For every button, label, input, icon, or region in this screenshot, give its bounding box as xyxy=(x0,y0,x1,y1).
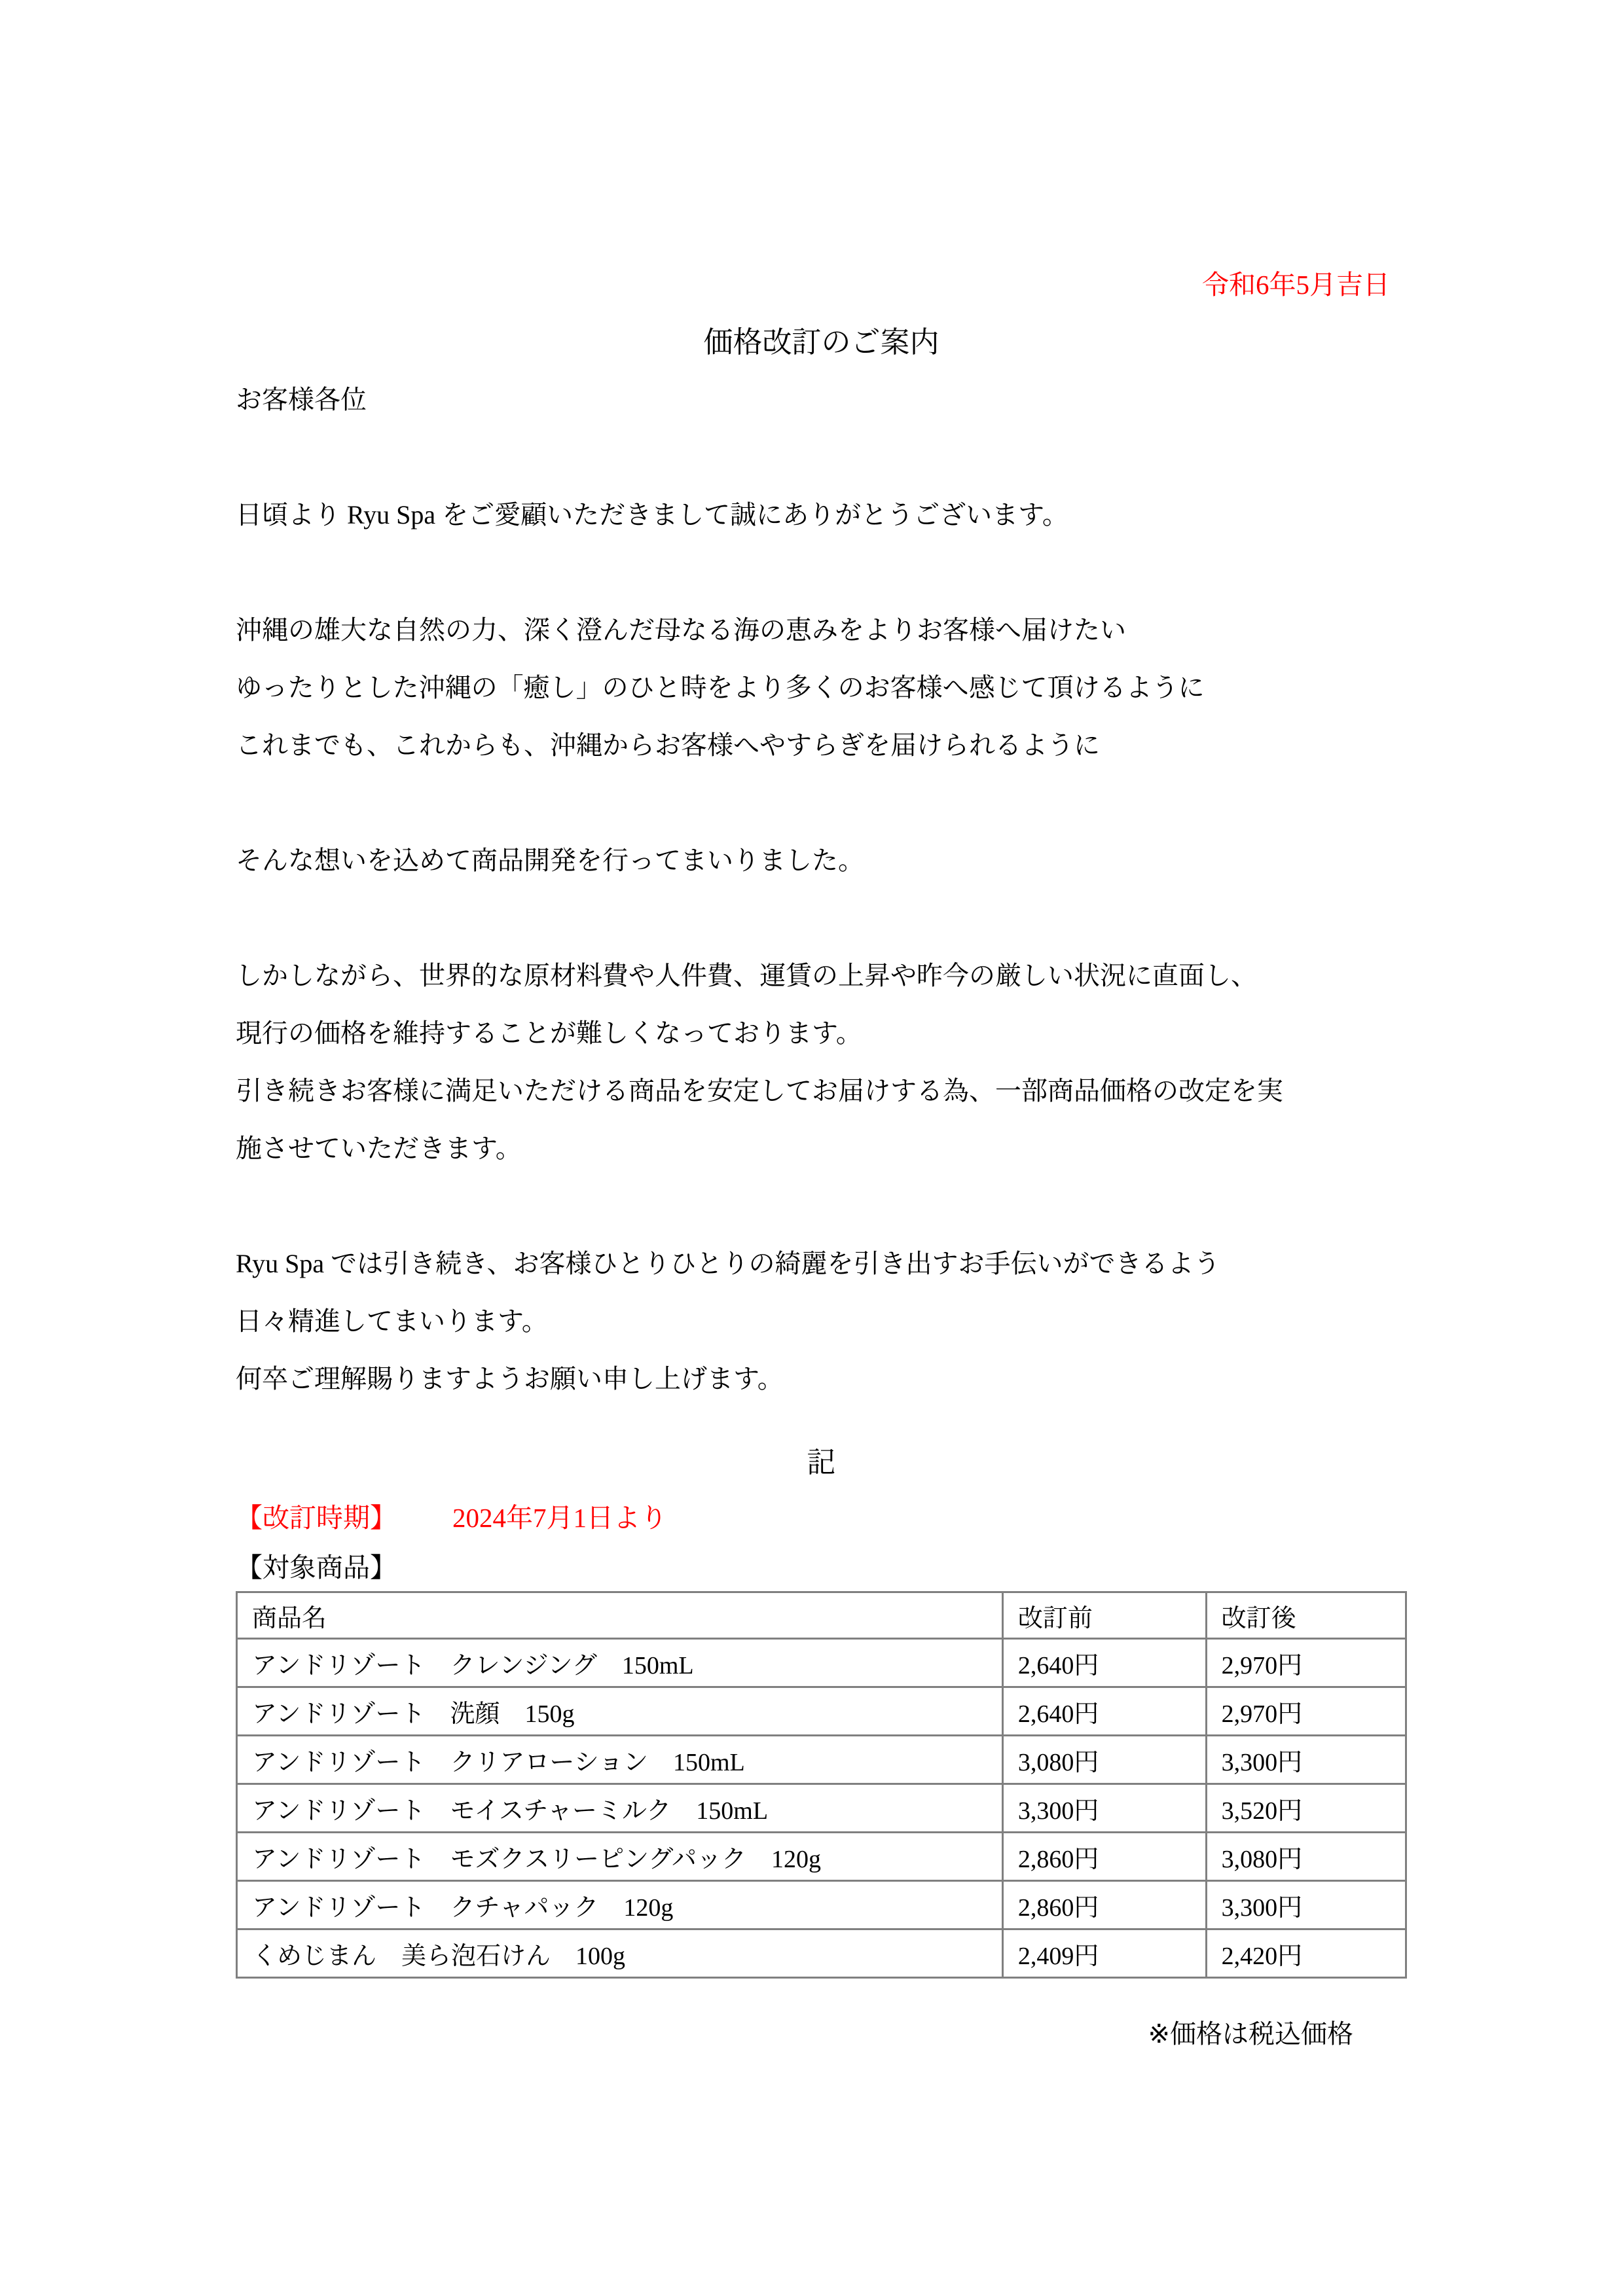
table-row xyxy=(237,1881,1406,1929)
price-after-cell: 2,970円 xyxy=(1206,1687,1406,1736)
body-line: 施させていただきます。 xyxy=(236,1134,522,1163)
product-name-cell: くめじまん 美ら泡石けん 100g xyxy=(237,1929,1003,1978)
col-header-product: 商品名 xyxy=(237,1592,1003,1639)
price-after-cell: 3,300円 xyxy=(1206,1881,1406,1929)
price-before-cell: 3,300円 xyxy=(1002,1784,1206,1833)
price-before-cell: 2,640円 xyxy=(1002,1639,1206,1687)
price-after-cell: 2,970円 xyxy=(1206,1639,1406,1687)
tax-note: ※価格は税込価格 xyxy=(1148,2020,1353,2049)
ki-marker: 記 xyxy=(807,1446,836,1479)
body-line: Ryu Spa では引き続き、お客様ひとりひとりの綺麗を引き出すお手伝いができるよう xyxy=(236,1249,1220,1278)
revision-period-label: 【改訂時期】 xyxy=(236,1503,397,1533)
product-name-cell: アンドリゾート クレンジング 150mL xyxy=(237,1639,1003,1687)
blank-line xyxy=(236,544,1407,601)
product-name-cell: アンドリゾート 洗顔 150g xyxy=(237,1687,1003,1736)
target-products-label: 【対象商品】 xyxy=(236,1552,397,1583)
product-name-cell: アンドリゾート モズクスリーピングパック 120g xyxy=(237,1833,1003,1881)
body-line: 何卒ご理解賜りますようお願い申し上げます。 xyxy=(236,1364,784,1393)
price-after-cell: 3,520円 xyxy=(1206,1784,1406,1833)
table-row xyxy=(237,1639,1406,1687)
body-line: ゆったりとした沖縄の「癒し」のひと時をより多くのお客様へ感じて頂けるように xyxy=(236,673,1205,702)
blank-line xyxy=(236,774,1407,832)
body-line: しかしながら、世界的な原材料費や人件費、運賃の上昇や昨今の厳しい状況に直面し、 xyxy=(236,961,1257,990)
document-title: 価格改訂のご案内 xyxy=(703,326,939,359)
price-before-cell: 2,409円 xyxy=(1002,1929,1206,1978)
body-line: 沖縄の雄大な自然の力、深く澄んだ母なる海の恵みをよりお客様へ届けたい xyxy=(236,615,1126,645)
product-name-cell: アンドリゾート モイスチャーミルク 150mL xyxy=(237,1784,1003,1833)
table-body xyxy=(237,1639,1406,1978)
price-after-cell: 3,080円 xyxy=(1206,1833,1406,1881)
price-before-cell: 2,640円 xyxy=(1002,1687,1206,1736)
col-header-before: 改訂前 xyxy=(1002,1592,1206,1639)
body-line: 引き続きお客様に満足いただける商品を安定してお届けする為、一部商品価格の改定を実 xyxy=(236,1076,1283,1105)
table-header-row xyxy=(237,1592,1406,1639)
document-date: 令和6年5月吉日 xyxy=(1202,270,1390,300)
salutation: お客様各位 xyxy=(236,385,367,414)
table-row xyxy=(237,1784,1406,1833)
body-line: これまでも、これからも、沖縄からお客様へやすらぎを届けられるように xyxy=(236,730,1100,760)
revision-period-value: 2024年7月1日より xyxy=(452,1503,667,1533)
blank-line xyxy=(236,1177,1407,1235)
table-row xyxy=(237,1833,1406,1881)
body-line: 現行の価格を維持することが難しくなっております。 xyxy=(236,1018,862,1048)
table-row xyxy=(237,1687,1406,1736)
body-line: 日頃より Ryu Spa をご愛顧いただきまして誠にありがとうございます。 xyxy=(236,500,1068,529)
body-text xyxy=(236,429,1407,1408)
price-before-cell: 3,080円 xyxy=(1002,1736,1206,1784)
body-line: 日々精進してまいります。 xyxy=(236,1306,548,1336)
blank-line xyxy=(236,429,1407,486)
table-row xyxy=(237,1736,1406,1784)
col-header-after: 改訂後 xyxy=(1206,1592,1406,1639)
price-before-cell: 2,860円 xyxy=(1002,1881,1206,1929)
price-table xyxy=(236,1591,1407,1979)
body-line: そんな想いを込めて商品開発を行ってまいりました。 xyxy=(236,846,864,875)
price-before-cell: 2,860円 xyxy=(1002,1833,1206,1881)
table-row xyxy=(237,1929,1406,1978)
product-name-cell: アンドリゾート クリアローション 150mL xyxy=(237,1736,1003,1784)
product-name-cell: アンドリゾート クチャパック 120g xyxy=(237,1881,1003,1929)
price-after-cell: 3,300円 xyxy=(1206,1736,1406,1784)
revision-period-line xyxy=(236,1492,1407,1544)
price-after-cell: 2,420円 xyxy=(1206,1929,1406,1978)
blank-line xyxy=(236,889,1407,947)
